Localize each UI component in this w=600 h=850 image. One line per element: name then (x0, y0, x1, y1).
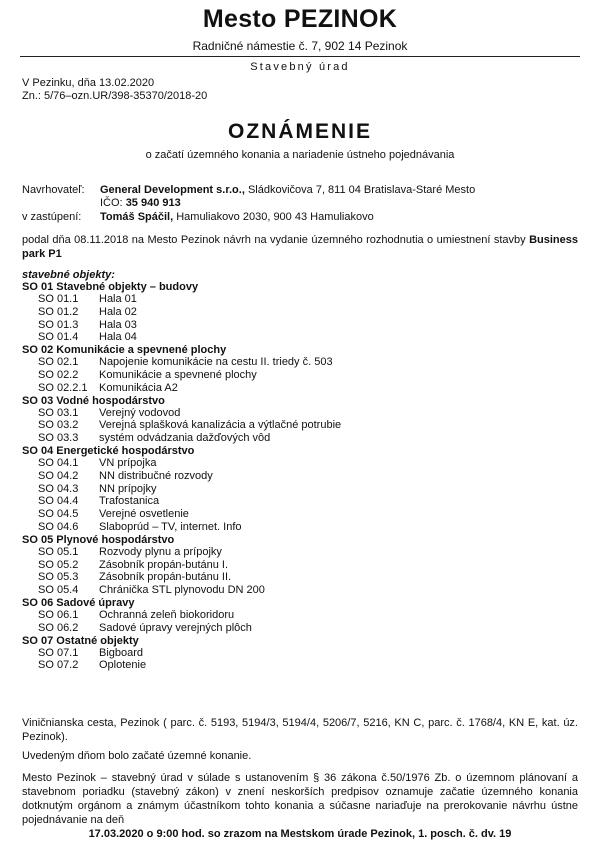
object-group-title: SO 07 Ostatné objekty (22, 634, 139, 647)
object-item (22, 483, 582, 496)
object-item (22, 382, 582, 395)
object-code: SO 05.2 (38, 558, 79, 571)
object-name: Verejný vodovod (99, 406, 181, 419)
object-group-title: SO 05 Plynové hospodárstvo (22, 533, 175, 546)
object-code: SO 04.1 (38, 456, 79, 469)
representative-label: v zastúpení: (22, 211, 82, 223)
document-subtitle: o začatí územného konania a nariadenie ústneho pojednávania (145, 149, 455, 161)
object-item (22, 546, 582, 559)
object-code: SO 06.1 (38, 608, 79, 621)
object-item (22, 659, 582, 672)
object-code: SO 02.1 (38, 356, 79, 369)
object-code: SO 01.4 (38, 331, 79, 344)
object-code: SO 07.2 (38, 659, 79, 672)
office-name: Stavebný úrad (250, 61, 350, 73)
ico-label: IČO: (100, 197, 123, 209)
object-item (22, 571, 582, 584)
object-item (22, 584, 582, 597)
object-name: Verejné osvetlenie (99, 508, 189, 521)
object-item (22, 306, 582, 319)
object-item (22, 319, 582, 332)
object-item (22, 407, 582, 420)
object-code: SO 04.5 (38, 508, 79, 521)
ico-value: 35 940 913 (125, 197, 181, 209)
org-name: Mesto PEZINOK (202, 5, 398, 33)
object-name: Zásobník propán-butánu I. (99, 558, 229, 571)
hearing-date: 17.03.2020 o 9:00 hod. so zrazom na Mestskom úrade Pezinok, 1. posch. č. dv. 19 (88, 828, 512, 840)
object-name: NN prípojky (99, 482, 157, 495)
object-name: Verejná splašková kanalizácia a výtlačné potrubie (99, 419, 342, 432)
representative-name: Tomáš Spáčil, (100, 211, 174, 223)
representative-address: Hamuliakovo 2030, 900 43 Hamuliakovo (176, 211, 374, 223)
object-item (22, 647, 582, 660)
location-paragraph: Viničnianska cesta, Pezinok ( parc. č. 5193, 5194/3, 5194/4, 5206/7, 5216, KN C, parc. č. 1768/4, KN E, kat. úz. Pezinok). (22, 717, 578, 743)
reference-number: Zn.: 5/76–ozn.UR/398-35370/2018-20 (22, 90, 208, 102)
object-code: SO 05.4 (38, 584, 79, 597)
object-name: Oplotenie (99, 659, 147, 672)
object-item (22, 508, 582, 521)
place-date: V Pezinku, dňa 13.02.2020 (22, 77, 155, 89)
object-name: Komunikácia A2 (99, 381, 178, 394)
object-item (22, 293, 582, 306)
object-item (22, 432, 582, 445)
object-code: SO 04.2 (38, 469, 79, 482)
object-item (22, 369, 582, 382)
object-group-title: SO 03 Vodné hospodárstvo (22, 394, 165, 407)
objects-heading: stavebné objekty: (22, 269, 115, 281)
object-code: SO 04.4 (38, 495, 79, 508)
object-item (22, 356, 582, 369)
object-name: Hala 02 (99, 305, 137, 318)
header-divider (20, 56, 580, 57)
object-group-title: SO 02 Komunikácie a spevnené plochy (22, 344, 227, 357)
object-group-title: SO 01 Stavebné objekty – budovy (22, 281, 199, 293)
submission-text: podal dňa 08.11.2018 na Mesto Pezinok návrh na vydanie územného rozhodnutia o umiestnení stavby (22, 234, 526, 246)
object-code: SO 05.3 (38, 571, 79, 584)
object-name: Hala 04 (99, 331, 137, 344)
object-code: SO 03.3 (38, 432, 79, 445)
applicant-address: Sládkovičova 7, 811 04 Bratislava-Staré Mesto (247, 184, 476, 196)
object-item (22, 521, 582, 534)
object-name: Zásobník propán-butánu II. (99, 571, 232, 584)
object-code: SO 04.6 (38, 520, 79, 533)
object-name: Sadové úpravy verejných plôch (99, 621, 252, 634)
object-name: Rozvody plynu a prípojky (99, 545, 222, 558)
object-name: Bigboard (99, 646, 144, 659)
object-code: SO 02.2.1 (38, 381, 88, 394)
object-name: Napojenie komunikácie na cestu II. triedy č. 503 (99, 356, 333, 369)
applicant-ico-line (100, 197, 181, 210)
object-item (22, 457, 582, 470)
object-item (22, 470, 582, 483)
object-item (22, 609, 582, 622)
object-name: Chránička STL plynovodu DN 200 (99, 584, 265, 597)
org-address: Radničné námestie č. 7, 902 14 Pezinok (192, 39, 408, 53)
object-code: SO 01.1 (38, 293, 79, 305)
building-objects-list (22, 269, 582, 672)
object-name: Slaboprúd – TV, internet. Info (99, 520, 242, 533)
submission-paragraph (22, 233, 578, 261)
object-code: SO 01.3 (38, 318, 79, 331)
object-code: SO 01.2 (38, 305, 79, 318)
object-name: Komunikácie a spevnené plochy (99, 368, 257, 381)
object-item (22, 622, 582, 635)
object-code: SO 02.2 (38, 368, 79, 381)
object-name: NN distribučné rozvody (99, 469, 213, 482)
object-code: SO 07.1 (38, 646, 79, 659)
applicant-label: Navrhovateľ: (22, 184, 85, 196)
object-name: systém odvádzania dažďových vôd (99, 432, 271, 445)
object-group-title: SO 04 Energetické hospodárstvo (22, 444, 195, 457)
object-name: VN prípojka (99, 456, 157, 469)
object-item (22, 331, 582, 344)
applicant-name: General Development s.r.o., (100, 184, 245, 196)
object-name: Trafostanica (99, 495, 160, 508)
object-name: Hala 03 (99, 318, 137, 331)
object-name: Hala 01 (99, 293, 137, 305)
object-name: Ochranná zeleň biokoridoru (99, 608, 235, 621)
project-name: Business park P1 (22, 234, 578, 260)
object-item (22, 495, 582, 508)
object-code: SO 03.2 (38, 419, 79, 432)
object-item (22, 419, 582, 432)
document-title: OZNÁMENIE (228, 120, 372, 143)
object-code: SO 05.1 (38, 545, 79, 558)
notice-paragraph: Uvedeným dňom bolo začaté územné konanie. (22, 750, 252, 762)
representative-line (100, 211, 374, 224)
object-code: SO 06.2 (38, 621, 79, 634)
object-code: SO 04.3 (38, 482, 79, 495)
object-group-title: SO 06 Sadové úpravy (22, 596, 135, 609)
applicant-line (100, 184, 475, 197)
object-code: SO 03.1 (38, 406, 79, 419)
object-item (22, 559, 582, 572)
legal-paragraph: Mesto Pezinok – stavebný úrad v súlade s ustanovením § 36 zákona č.50/1976 Zb. o územnom plánovaní a stavebnom poriadku (stavebný zákon) v znení neskorších predpisov oznamuje začatie územného konania dotknutým orgánom a známym účastníkom tohto konania a súčasne nariaďuje na prerokovanie návrhu ústne pojednávanie na deň (22, 772, 578, 826)
